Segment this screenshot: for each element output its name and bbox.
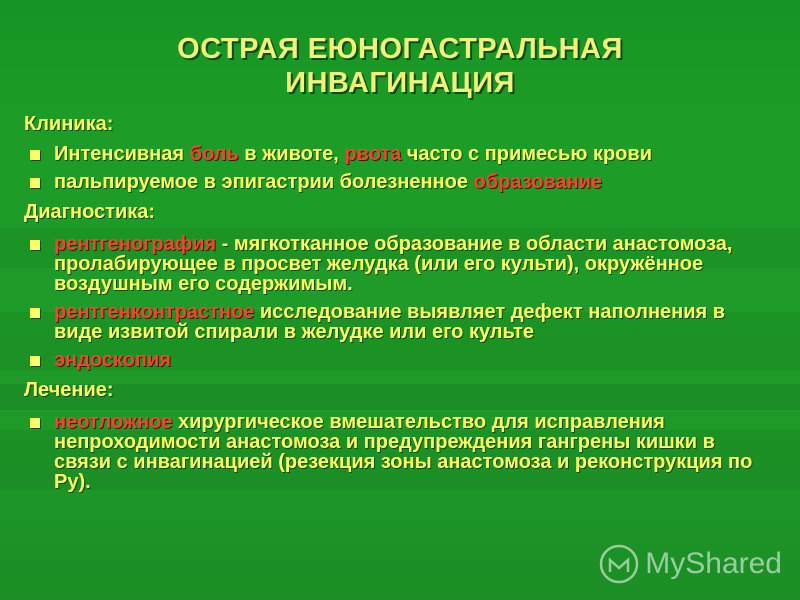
watermark-text: MyShared [645, 547, 782, 580]
bullet-item [30, 350, 774, 370]
square-bullet-icon [30, 418, 40, 428]
text-run: - мягкотканное образование в области анастомоза, пролабирующее в просвет желудка (или его культи), окружённое воздушным его содержимым. [54, 233, 733, 295]
text-run: исследование выявляет дефект наполнения в виде извитой спирали в желудке или его культе [54, 301, 726, 343]
highlighted-term: образование [473, 171, 602, 193]
watermark-logo-icon [599, 544, 639, 584]
highlighted-term: рвота [344, 143, 402, 165]
highlighted-term: эндоскопия [54, 349, 171, 371]
bullet-text [54, 350, 171, 370]
text-run: пальпируемое в эпигастрии болезненное [54, 171, 474, 193]
section-heading: Лечение: [24, 379, 114, 401]
bullet-item [30, 234, 774, 294]
highlighted-term: неотложное [54, 411, 173, 433]
square-bullet-icon [30, 240, 40, 250]
square-bullet-icon [30, 178, 40, 188]
square-bullet-icon [30, 308, 40, 318]
watermark [599, 544, 782, 584]
text-run: часто с примесью крови [401, 143, 652, 165]
bullet-text [54, 144, 652, 164]
square-bullet-icon [30, 150, 40, 160]
highlighted-term: рентгенография [54, 233, 217, 255]
bullet-item [30, 172, 774, 192]
bullet-text [54, 302, 774, 342]
text-run: хирургическое вмешательство для исправления непроходимости анастомоза и предупреждения гангрены кишки в связи с инвагинацией (резекция зоны анастомоза и реконструкция по Ру). [54, 411, 753, 493]
bullet-item [30, 302, 774, 342]
slide-title: ОСТРАЯ ЕЮНОГАСТРАЛЬНАЯ ИНВАГИНАЦИЯ [177, 33, 623, 99]
bullet-item [30, 412, 774, 492]
bullet-text [54, 412, 774, 492]
section-heading: Диагностика: [24, 201, 156, 223]
text-run: Интенсивная [54, 143, 190, 165]
bullet-text [54, 234, 774, 294]
highlighted-term: рентгенконтрастное [54, 301, 255, 323]
square-bullet-icon [30, 356, 40, 366]
slide-content [24, 112, 774, 500]
highlighted-term: боль [189, 143, 239, 165]
section-heading: Клиника: [24, 113, 114, 135]
text-run: в животе, [238, 143, 345, 165]
bullet-text [54, 172, 602, 192]
bullet-item [30, 144, 774, 164]
